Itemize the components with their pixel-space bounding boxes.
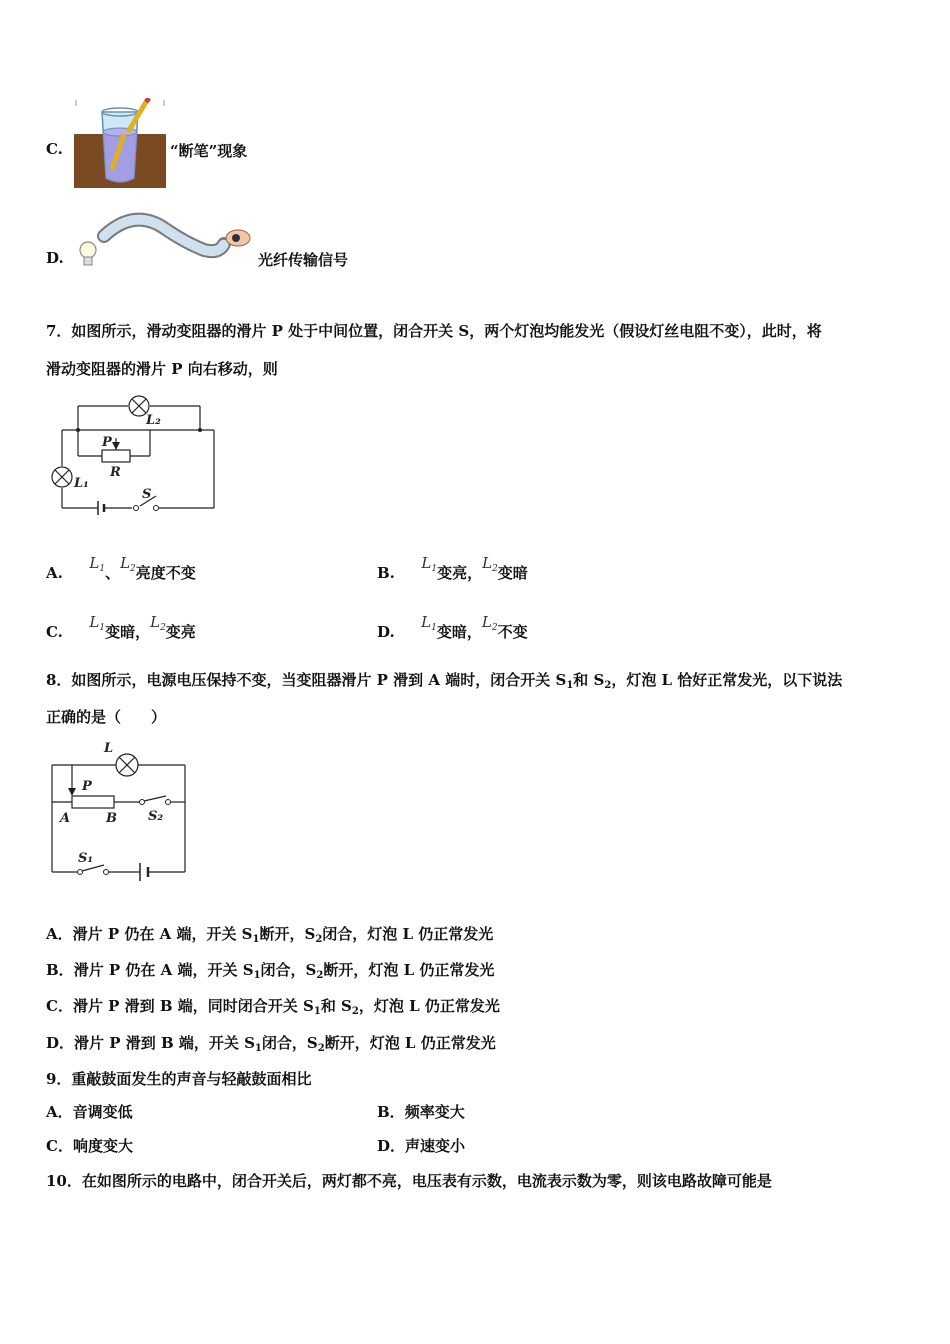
q8-option-a[interactable]: A．滑片 P 仍在 A 端，开关 $S_1$断开，$S_2$闭合，灯泡 L 仍正常发光 (46, 925, 494, 945)
q8-label-p: P (82, 779, 92, 794)
q10-stem: 10．在如图所示的电路中，闭合开关后，两灯都不亮，电压表有示数，电流表示数为零，则该电路故障可能是 (46, 1172, 772, 1190)
q7-lamp-l1-symbol (52, 467, 72, 487)
q7-label-l2: L₂ (146, 413, 161, 428)
q6-option-c-letter: C. (46, 140, 63, 158)
q8-label-s1: S₁ (78, 851, 94, 866)
q7-option-c[interactable]: C. $L_1$变暗，$L_2$变亮 (46, 613, 196, 641)
q6-option-d-letter: D. (46, 249, 64, 267)
q8-option-d[interactable]: D．滑片 P 滑到 B 端，开关 $S_1$闭合，$S_2$断开，灯泡 L 仍正常发光 (46, 1034, 496, 1054)
q7-label-p: P (102, 435, 112, 450)
q7-label-r: R (110, 465, 121, 480)
q8-lamp-l-symbol (116, 754, 138, 776)
q7-stem-line1: 7．如图所示，滑动变阻器的滑片 P 处于中间位置，闭合开关 S，两个灯泡均能发光（假设灯丝电阻不变），此时，将 (46, 322, 822, 340)
q9-option-c[interactable]: C．响度变大 (46, 1137, 133, 1155)
q6-option-d-text: 光纤传输信号 (258, 251, 349, 269)
q7-option-b[interactable]: B. $L_1$变亮，$L_2$变暗 (377, 554, 528, 582)
q8-circuit-diagram (44, 738, 194, 890)
q7-label-s: S (142, 487, 152, 502)
q9-stem: 9．重敲鼓面发生的声音与轻敲鼓面相比 (46, 1070, 312, 1088)
q6-option-c-text: “断笔”现象 (170, 142, 248, 160)
q7-option-a[interactable]: A. $L_1$、$L_2$亮度不变 (46, 554, 196, 582)
q8-option-b[interactable]: B．滑片 P 仍在 A 端，开关 $S_1$闭合，$S_2$断开，灯泡 L 仍正常发光 (46, 961, 495, 981)
q8-label-b: B (106, 811, 117, 826)
q8-label-a: A (60, 811, 71, 826)
q7-option-d[interactable]: D. $L_1$变暗，$L_2$不变 (377, 613, 528, 641)
broken-pencil-glass-image (72, 98, 168, 190)
q8-stem-line1: 8．如图所示，电源电压保持不变，当变阻器滑片 P 滑到 A 端时，闭合开关 $S_1$和 $S_2$，灯泡 L 恰好正常发光，以下说法 (46, 671, 843, 691)
q7-label-l1: L₁ (74, 476, 89, 491)
q7-stem-line2: 滑动变阻器的滑片 P 向右移动，则 (46, 360, 278, 378)
optical-fiber-image (74, 208, 256, 272)
q9-option-a[interactable]: A．音调变低 (46, 1103, 133, 1121)
q7-circuit-diagram (44, 388, 224, 520)
q9-option-d[interactable]: D．声速变小 (377, 1137, 466, 1155)
q9-option-b[interactable]: B．频率变大 (377, 1103, 465, 1121)
q8-label-s2: S₂ (148, 809, 164, 824)
q8-label-l: L (104, 741, 114, 756)
q8-option-c[interactable]: C．滑片 P 滑到 B 端，同时闭合开关 $S_1$和 $S_2$，灯泡 L 仍正常发光 (46, 997, 500, 1017)
q8-stem-line2: 正确的是（ ） (46, 708, 167, 726)
